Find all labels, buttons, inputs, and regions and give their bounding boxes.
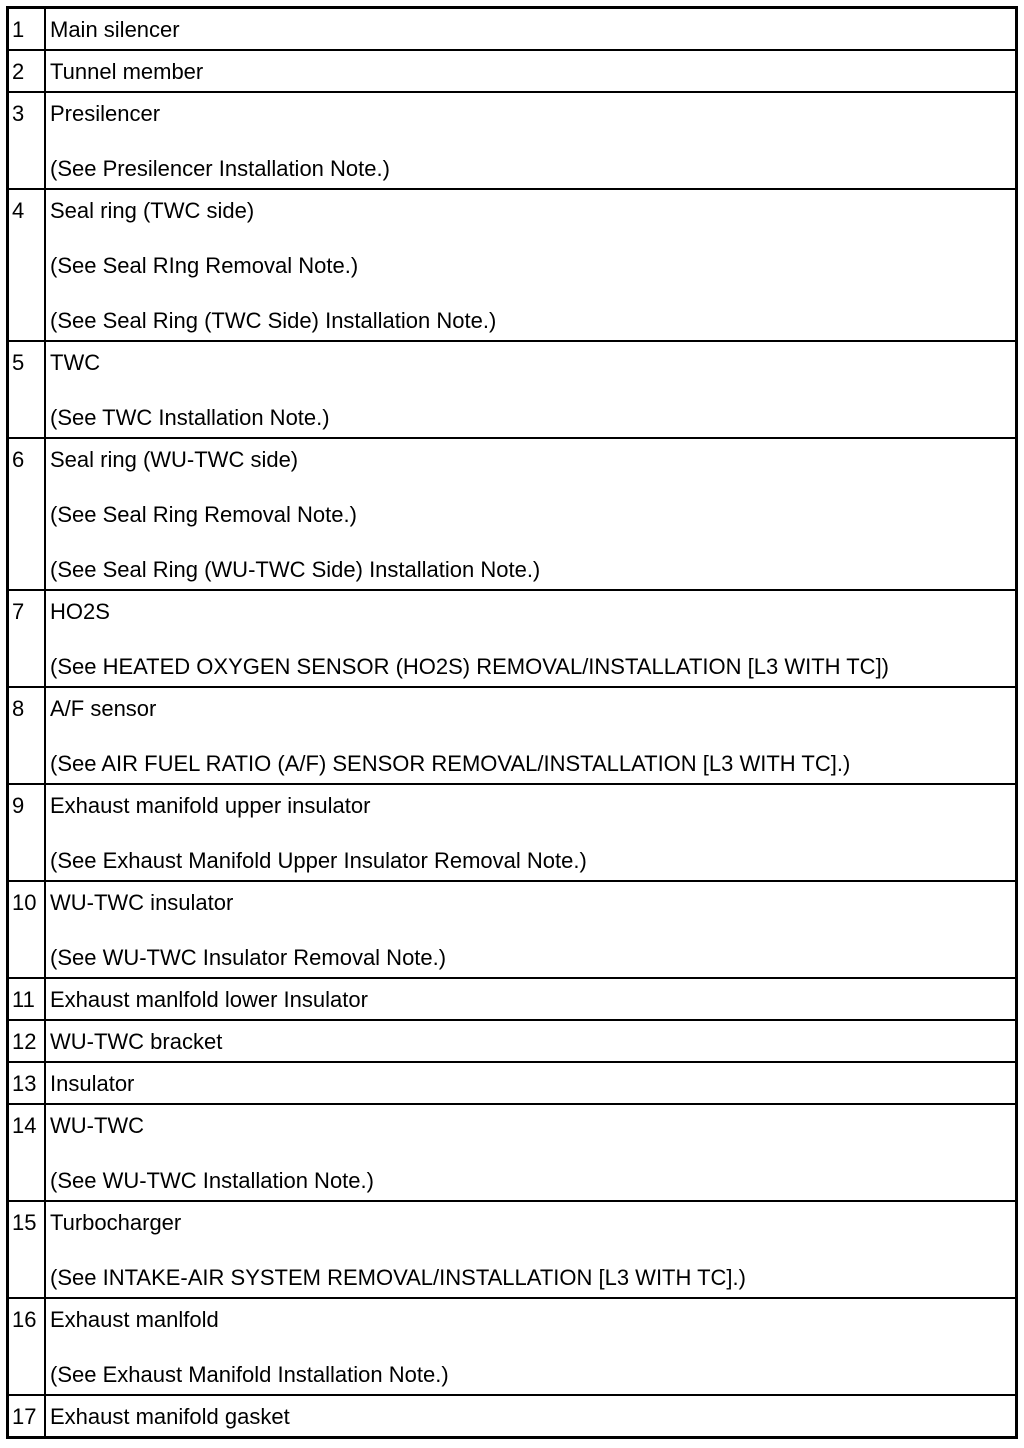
item-number: 14 xyxy=(8,1104,46,1201)
item-number: 17 xyxy=(8,1395,46,1438)
part-name: HO2S xyxy=(50,599,110,624)
part-name: WU-TWC insulator xyxy=(50,890,234,915)
item-description xyxy=(45,92,1017,189)
item-description xyxy=(45,438,1017,590)
part-name: WU-TWC xyxy=(50,1113,145,1138)
item-description xyxy=(45,881,1017,978)
table-row xyxy=(8,1201,1017,1298)
item-number: 16 xyxy=(8,1298,46,1395)
reference-note: (See Exhaust Manifold Installation Note.) xyxy=(50,1362,449,1387)
table-row xyxy=(8,978,1017,1020)
item-description xyxy=(45,784,1017,881)
parts-table-body xyxy=(8,8,1017,1438)
item-number: 1 xyxy=(8,8,46,51)
item-description xyxy=(45,1062,1017,1104)
reference-note: (See Seal Ring (WU-TWC Side) Installation Note.) xyxy=(50,557,541,582)
item-description xyxy=(45,687,1017,784)
table-row xyxy=(8,8,1017,51)
table-row xyxy=(8,92,1017,189)
reference-note: (See AIR FUEL RATIO (A/F) SENSOR REMOVAL/INSTALLATION [L3 WITH TC].) xyxy=(50,751,851,776)
item-description xyxy=(45,1298,1017,1395)
part-name: Insulator xyxy=(50,1071,135,1096)
part-name: Exhaust manifold upper insulator xyxy=(50,793,371,818)
item-number: 4 xyxy=(8,189,46,341)
item-description xyxy=(45,1201,1017,1298)
table-row xyxy=(8,341,1017,438)
item-number: 3 xyxy=(8,92,46,189)
table-row xyxy=(8,1020,1017,1062)
reference-note: (See Seal Ring Removal Note.) xyxy=(50,502,357,527)
reference-note: (See WU-TWC Insulator Removal Note.) xyxy=(50,945,447,970)
reference-note: (See Seal RIng Removal Note.) xyxy=(50,253,359,278)
part-name: WU-TWC bracket xyxy=(50,1029,223,1054)
table-row xyxy=(8,1062,1017,1104)
item-number: 8 xyxy=(8,687,46,784)
part-name: Main silencer xyxy=(50,17,180,42)
item-number: 12 xyxy=(8,1020,46,1062)
item-description xyxy=(45,590,1017,687)
reference-note: (See Presilencer Installation Note.) xyxy=(50,156,390,181)
item-number: 13 xyxy=(8,1062,46,1104)
item-description xyxy=(45,1104,1017,1201)
part-name: Presilencer xyxy=(50,101,161,126)
part-name: A/F sensor xyxy=(50,696,157,721)
table-row xyxy=(8,687,1017,784)
item-number: 2 xyxy=(8,50,46,92)
part-name: Tunnel member xyxy=(50,59,204,84)
reference-note: (See INTAKE-AIR SYSTEM REMOVAL/INSTALLATION [L3 WITH TC].) xyxy=(50,1265,746,1290)
reference-note: (See Exhaust Manifold Upper Insulator Removal Note.) xyxy=(50,848,587,873)
item-description xyxy=(45,50,1017,92)
item-number: 15 xyxy=(8,1201,46,1298)
item-number: 6 xyxy=(8,438,46,590)
item-description xyxy=(45,8,1017,51)
item-description xyxy=(45,341,1017,438)
table-row xyxy=(8,881,1017,978)
item-number: 11 xyxy=(8,978,46,1020)
table-row xyxy=(8,1395,1017,1438)
reference-note: (See HEATED OXYGEN SENSOR (HO2S) REMOVAL/INSTALLATION [L3 WITH TC]) xyxy=(50,654,890,679)
table-row xyxy=(8,50,1017,92)
item-number: 7 xyxy=(8,590,46,687)
item-description xyxy=(45,1395,1017,1438)
table-row xyxy=(8,590,1017,687)
part-name: Exhaust manlfold lower Insulator xyxy=(50,987,368,1012)
item-number: 5 xyxy=(8,341,46,438)
table-row xyxy=(8,1298,1017,1395)
part-name: Turbocharger xyxy=(50,1210,182,1235)
part-name: Seal ring (WU-TWC side) xyxy=(50,447,299,472)
part-name: Exhaust manlfold xyxy=(50,1307,219,1332)
item-number: 10 xyxy=(8,881,46,978)
item-number: 9 xyxy=(8,784,46,881)
reference-note: (See Seal Ring (TWC Side) Installation Note.) xyxy=(50,308,497,333)
table-row xyxy=(8,784,1017,881)
table-row xyxy=(8,438,1017,590)
item-description xyxy=(45,189,1017,341)
reference-note: (See TWC Installation Note.) xyxy=(50,405,330,430)
part-name: Seal ring (TWC side) xyxy=(50,198,255,223)
parts-table xyxy=(6,6,1018,1439)
item-description xyxy=(45,978,1017,1020)
table-row xyxy=(8,1104,1017,1201)
table-row xyxy=(8,189,1017,341)
item-description xyxy=(45,1020,1017,1062)
reference-note: (See WU-TWC Installation Note.) xyxy=(50,1168,374,1193)
part-name: Exhaust manifold gasket xyxy=(50,1404,290,1429)
part-name: TWC xyxy=(50,350,101,375)
